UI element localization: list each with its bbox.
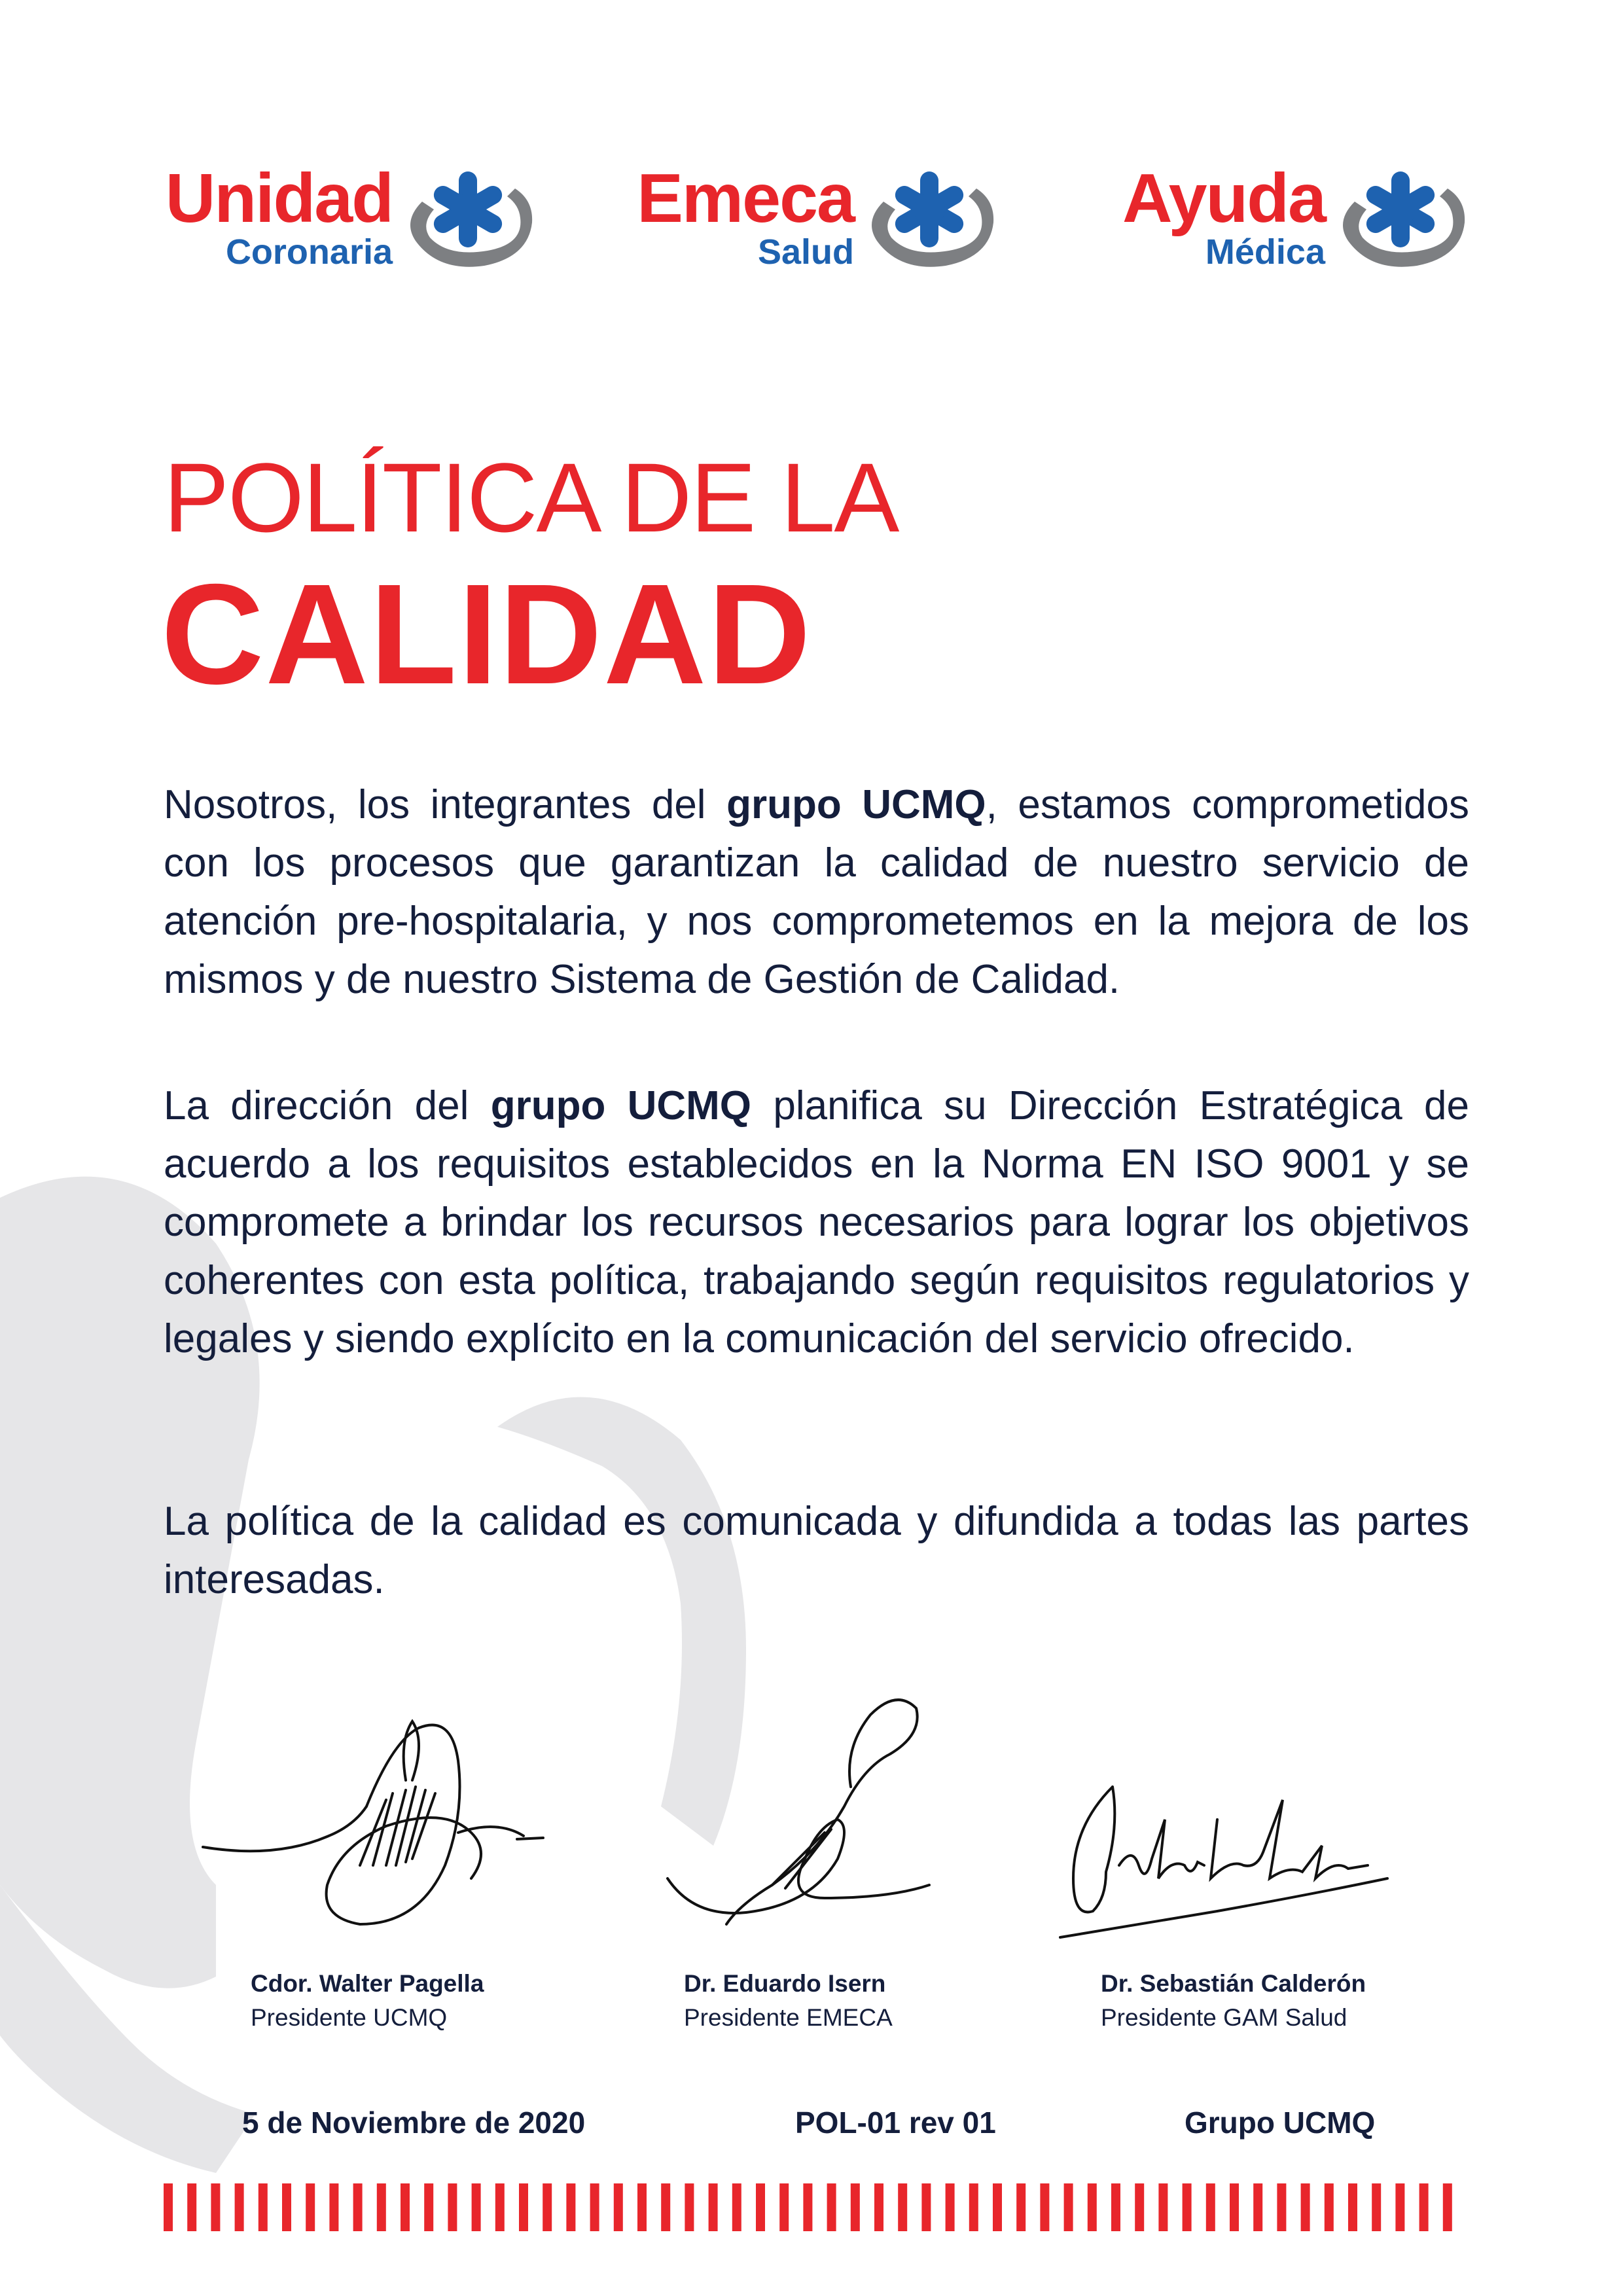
stripe	[1443, 2183, 1452, 2231]
stripe	[661, 2183, 670, 2231]
stripe	[874, 2183, 883, 2231]
stripe	[424, 2183, 433, 2231]
paragraph-bold-text: grupo UCMQ	[726, 782, 986, 827]
stripe	[211, 2183, 220, 2231]
stripe	[235, 2183, 244, 2231]
page-title-line2: CALIDAD	[161, 555, 812, 714]
stripe	[851, 2183, 860, 2231]
signature-pagella	[196, 1702, 563, 1950]
stripe	[377, 2183, 386, 2231]
star-of-life-icon	[1335, 162, 1466, 274]
stripe	[495, 2183, 505, 2231]
footer-doc-code: POL-01 rev 01	[795, 2106, 996, 2140]
signature-isern	[654, 1689, 969, 1937]
stripe	[1135, 2183, 1144, 2231]
stripe	[756, 2183, 765, 2231]
stripe	[353, 2183, 363, 2231]
paragraph-bold-text: grupo UCMQ	[490, 1083, 752, 1128]
stripe	[164, 2183, 173, 2231]
stripe	[1230, 2183, 1239, 2231]
stripe	[637, 2183, 647, 2231]
signer-role: Presidente EMECA	[684, 2004, 893, 2031]
signer-name: Dr. Eduardo Isern	[684, 1970, 886, 1997]
stripe	[709, 2183, 718, 2231]
stripe	[732, 2183, 741, 2231]
stripe	[1372, 2183, 1381, 2231]
stripe	[614, 2183, 623, 2231]
stripe	[993, 2183, 1002, 2231]
footer-org: Grupo UCMQ	[1185, 2106, 1376, 2140]
stripe	[187, 2183, 196, 2231]
stripe	[1348, 2183, 1357, 2231]
signer-role: Presidente GAM Salud	[1101, 2004, 1347, 2031]
signer-name: Cdor. Walter Pagella	[251, 1970, 484, 1997]
stripe	[259, 2183, 268, 2231]
logo-emeca-salud	[637, 160, 995, 275]
stripe	[898, 2183, 907, 2231]
stripe	[921, 2183, 931, 2231]
signer-calderon	[1101, 1967, 1366, 2035]
stripe	[1183, 2183, 1192, 2231]
logo-main-text: Emeca	[637, 160, 854, 237]
stripe	[282, 2183, 291, 2231]
logo-ayuda-medica	[1106, 160, 1466, 275]
stripe	[448, 2183, 457, 2231]
stripe	[472, 2183, 481, 2231]
stripe	[306, 2183, 315, 2231]
signature-calderon	[1047, 1748, 1400, 1950]
paragraph-text: La dirección del	[164, 1083, 491, 1128]
star-of-life-icon	[402, 162, 533, 274]
stripe	[329, 2183, 338, 2231]
logo-main-text: Unidad	[165, 160, 393, 237]
stripe	[401, 2183, 410, 2231]
signer-name: Dr. Sebastián Calderón	[1101, 1970, 1366, 1997]
stripe	[946, 2183, 955, 2231]
logo-sub-text: Salud	[757, 232, 854, 272]
stripe	[1206, 2183, 1215, 2231]
signer-role: Presidente UCMQ	[251, 2004, 448, 2031]
logo-sub-text: Médica	[1205, 232, 1325, 272]
stripe	[803, 2183, 812, 2231]
stripe	[1088, 2183, 1097, 2231]
stripe	[1158, 2183, 1168, 2231]
paragraph-text: , estamos comprometidos con los procesos que garantizan la calidad de nuestro servicio de atención pre-hospitalaria, y nos comprometemos en la mejora de los mismos y de nuestro Sistema de Gestión de Calidad.	[164, 782, 1469, 1002]
stripe	[566, 2183, 575, 2231]
stripe	[1253, 2183, 1262, 2231]
stripe	[1301, 2183, 1310, 2231]
paragraph-text: planifica su Dirección Estratégica de acuerdo a los requisitos establecidos en la Norma EN ISO 9001 y se compromete a brindar los recursos necesarios para lograr los objetivos coherentes con esta política, trabajando según requisitos regulatorios y legales y siendo explícito en la comunicación del servicio ofrecido.	[164, 1083, 1469, 1361]
stripe	[519, 2183, 528, 2231]
paragraph-text: Nosotros, los integrantes del	[164, 782, 727, 827]
star-of-life-icon	[864, 162, 995, 274]
stripe	[1111, 2183, 1120, 2231]
stripe	[779, 2183, 789, 2231]
stripe	[685, 2183, 694, 2231]
stripe	[1395, 2183, 1404, 2231]
stripe	[543, 2183, 552, 2231]
stripe	[1277, 2183, 1286, 2231]
stripe	[1064, 2183, 1073, 2231]
stripe	[1325, 2183, 1334, 2231]
logo-unidad-coronaria	[164, 160, 533, 275]
stripe	[827, 2183, 836, 2231]
signer-pagella	[251, 1967, 484, 2035]
paragraph-commitment	[164, 776, 1469, 1009]
stripe	[1016, 2183, 1026, 2231]
footer-stripe-border	[164, 2183, 1469, 2231]
stripe	[590, 2183, 599, 2231]
signer-isern	[684, 1967, 893, 2035]
paragraph-direction	[164, 1077, 1469, 1368]
footer-date: 5 de Noviembre de 2020	[242, 2106, 586, 2140]
paragraph-text: La política de la calidad es comunicada y difundida a todas las partes interesadas.	[164, 1499, 1469, 1602]
paragraph-communication	[164, 1492, 1469, 1609]
stripe	[1040, 2183, 1049, 2231]
logo-main-text: Ayuda	[1122, 160, 1325, 237]
logo-sub-text: Coronaria	[225, 232, 393, 272]
page-title-line1: POLÍTICA DE LA	[164, 442, 899, 552]
stripe	[1419, 2183, 1429, 2231]
stripe	[969, 2183, 978, 2231]
